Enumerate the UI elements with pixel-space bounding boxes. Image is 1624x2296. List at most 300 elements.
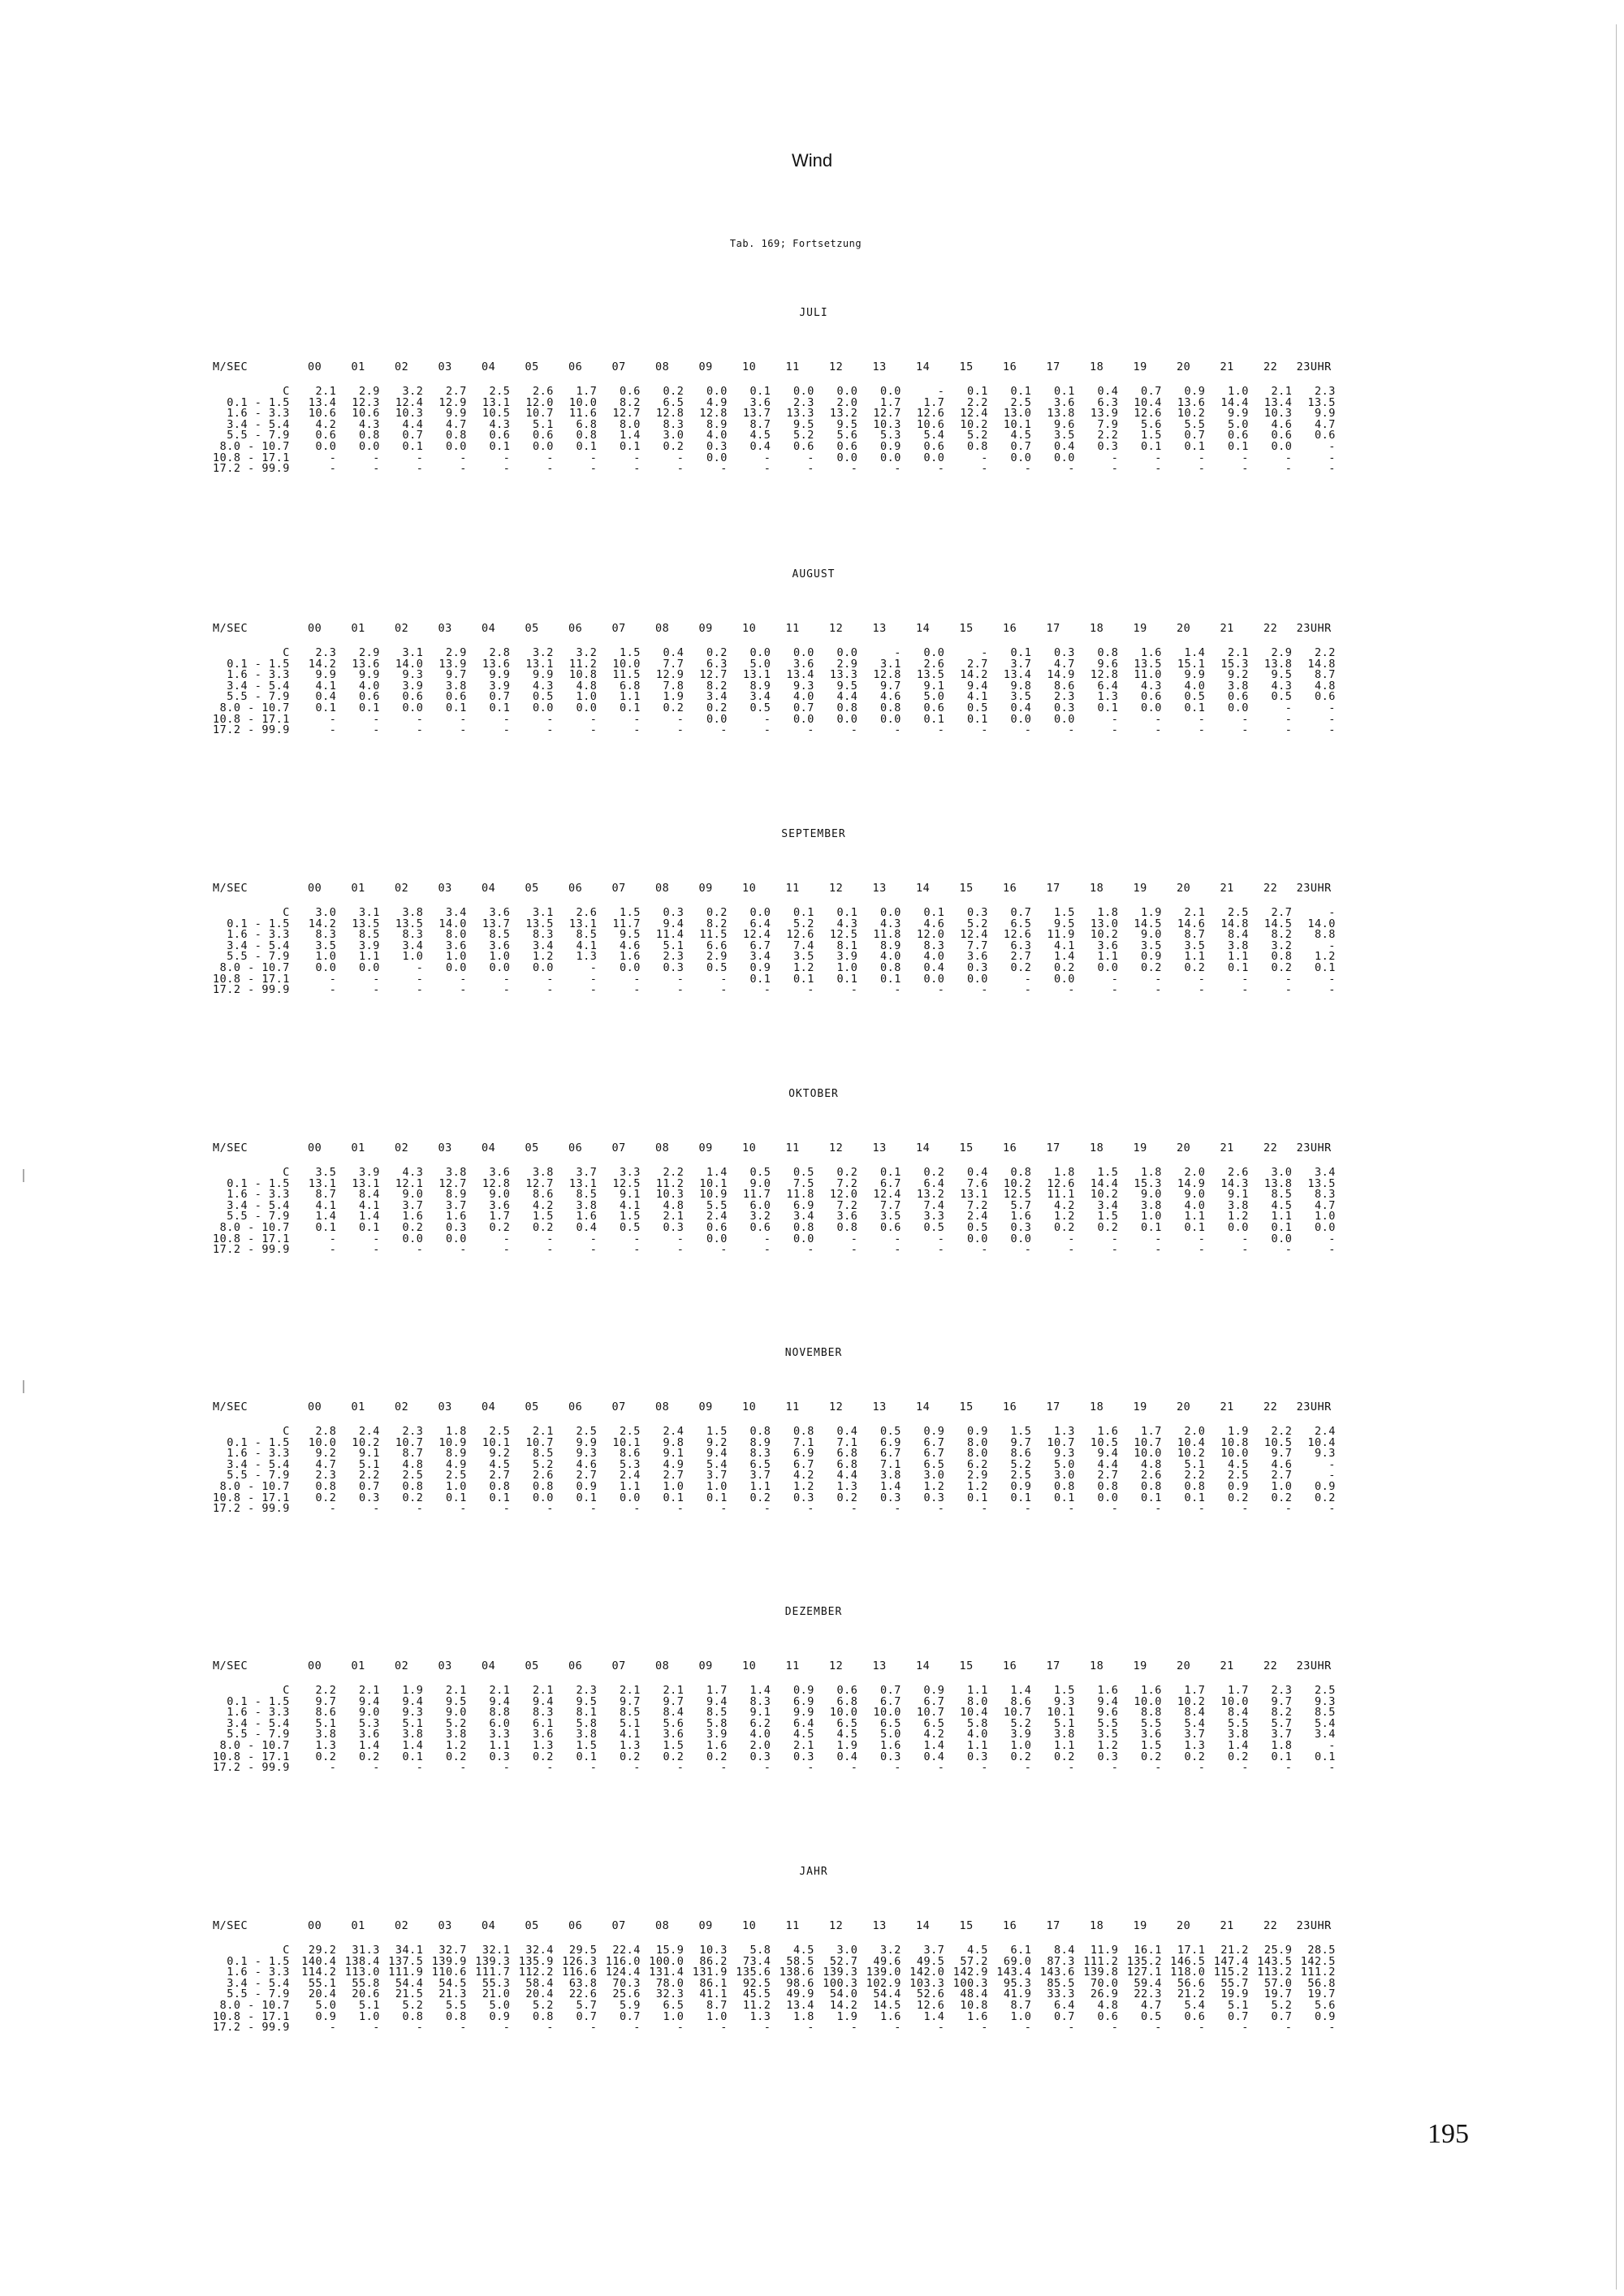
frequency-cell: 3.6 (446, 939, 467, 952)
frequency-cell: 4.3 (402, 1166, 424, 1180)
frequency-cell: 139.3 (475, 1954, 511, 1968)
frequency-cell: 8.5 (489, 928, 511, 942)
frequency-cell: 0.0 (1315, 1221, 1336, 1235)
frequency-cell: 3.4 (533, 939, 554, 952)
frequency-cell: 1.2 (446, 1739, 467, 1753)
frequency-cell: 6.3 (1010, 939, 1032, 952)
frequency-cell: 0.4 (923, 961, 945, 975)
hour-header: 05 (525, 622, 539, 635)
frequency-cell: - (894, 983, 901, 997)
frequency-cell: 0.6 (402, 690, 424, 704)
frequency-cell: 10.2 (1177, 1694, 1206, 1708)
table-row (213, 453, 1336, 464)
frequency-cell: 54.0 (829, 1987, 858, 2001)
frequency-cell: 0.2 (836, 1491, 858, 1504)
table-row (213, 1945, 1336, 1957)
frequency-cell: 10.3 (699, 1944, 728, 1957)
frequency-cell: 10.1 (699, 1176, 728, 1190)
frequency-cell: - (329, 2021, 337, 2035)
frequency-cell: 5.1 (1228, 1999, 1249, 2013)
hour-header: 05 (525, 360, 539, 373)
frequency-cell: 9.9 (1315, 407, 1336, 421)
frequency-cell: 10.7 (1134, 1435, 1162, 1449)
frequency-cell: 1.8 (446, 1425, 467, 1439)
frequency-cell: 19.9 (1220, 1987, 1249, 2001)
frequency-cell: 1.2 (793, 961, 814, 975)
frequency-cell: 11.6 (568, 407, 598, 421)
frequency-cell: 3.0 (663, 429, 685, 442)
frequency-cell: - (1328, 723, 1336, 737)
frequency-cell: 9.9 (489, 668, 511, 682)
frequency-cell: 0.6 (1097, 2009, 1119, 2023)
frequency-cell: 8.4 (359, 1188, 380, 1202)
frequency-cell: 9.6 (1097, 657, 1119, 671)
frequency-cell: 9.6 (1097, 1706, 1119, 1720)
frequency-cell: 4.4 (836, 1469, 858, 1482)
frequency-cell: 3.7 (749, 1469, 771, 1482)
frequency-cell: 0.1 (663, 1491, 685, 1504)
frequency-cell: 1.3 (1097, 690, 1119, 704)
speed-class-label: 8.0 - 10.7 (219, 1739, 290, 1753)
frequency-cell: 9.3 (1054, 1447, 1075, 1461)
frequency-cell: 3.6 (489, 1198, 511, 1212)
frequency-cell: 0.5 (706, 961, 728, 975)
frequency-cell: 11.5 (699, 928, 728, 942)
frequency-cell: 0.1 (1315, 961, 1336, 975)
frequency-cell: 85.5 (1047, 1976, 1075, 1990)
frequency-cell: - (850, 1232, 858, 1245)
hour-header: 16 (1003, 1400, 1017, 1413)
hour-header: 19 (1133, 1919, 1147, 1932)
frequency-cell: - (416, 983, 424, 997)
frequency-cell: 10.0 (1134, 1447, 1162, 1461)
frequency-cell: 1.4 (315, 1210, 337, 1224)
frequency-cell: 0.2 (706, 701, 728, 715)
frequency-cell: 0.0 (880, 451, 901, 464)
frequency-cell: - (937, 385, 945, 399)
frequency-cell: 0.0 (923, 646, 945, 660)
frequency-cell: 32.4 (525, 1944, 554, 1957)
frequency-cell: - (807, 983, 814, 997)
table-row (213, 681, 1336, 693)
frequency-cell: 0.9 (576, 1480, 598, 1494)
frequency-cell: 5.1 (1054, 1716, 1075, 1730)
frequency-cell: 9.3 (402, 668, 424, 682)
frequency-cell: 14.5 (1134, 917, 1162, 930)
frequency-cell: 3.3 (620, 1166, 641, 1180)
frequency-cell: 32.1 (482, 1944, 511, 1957)
frequency-cell: 3.8 (1141, 1198, 1162, 1212)
table-row (213, 1707, 1336, 1719)
frequency-cell: 0.2 (706, 646, 728, 660)
hour-header: 23UHR (1296, 1400, 1332, 1413)
frequency-cell: 4.8 (1315, 679, 1336, 693)
frequency-cell: - (763, 1502, 771, 1516)
frequency-cell: 0.4 (663, 646, 685, 660)
frequency-cell: 1.8 (1054, 1166, 1075, 1180)
frequency-cell: 4.0 (1184, 1198, 1206, 1212)
frequency-cell: 0.9 (793, 1684, 814, 1698)
frequency-cell: 0.0 (446, 961, 467, 975)
frequency-cell: 13.4 (308, 395, 337, 409)
table-row (213, 1438, 1336, 1449)
speed-class-label: 0.1 - 1.5 (227, 1435, 290, 1449)
frequency-cell: 14.4 (1220, 395, 1249, 409)
frequency-cell: 2.9 (967, 1469, 988, 1482)
frequency-cell: 0.1 (880, 972, 901, 986)
frequency-cell: - (1328, 712, 1336, 726)
frequency-cell: 9.5 (576, 1694, 598, 1708)
frequency-cell: 0.7 (1228, 2009, 1249, 2023)
frequency-cell: 5.4 (1315, 1716, 1336, 1730)
frequency-cell: - (633, 972, 641, 986)
frequency-cell: 0.1 (793, 972, 814, 986)
frequency-cell: 1.7 (576, 385, 598, 399)
frequency-cell: 1.6 (1097, 1425, 1119, 1439)
frequency-cell: 13.5 (395, 917, 424, 930)
hour-header: 14 (916, 1142, 931, 1154)
table-row (213, 2022, 1336, 2034)
frequency-cell: 1.5 (1141, 1739, 1162, 1753)
frequency-cell: - (329, 462, 337, 476)
frequency-cell: 5.0 (1228, 417, 1249, 431)
frequency-cell: 12.0 (916, 928, 945, 942)
hour-header: 21 (1220, 1659, 1234, 1672)
frequency-cell: - (894, 1232, 901, 1245)
frequency-cell: 1.1 (1228, 950, 1249, 964)
hour-header: 00 (308, 882, 322, 895)
frequency-cell: 8.3 (402, 928, 424, 942)
frequency-cell: 138.4 (344, 1954, 380, 1968)
frequency-cell: 3.8 (1228, 1728, 1249, 1741)
frequency-cell: 15.3 (1220, 657, 1249, 671)
hour-header: 20 (1177, 622, 1191, 635)
table-row (213, 2012, 1336, 2023)
frequency-cell: 2.4 (359, 1425, 380, 1439)
frequency-cell: 33.3 (1047, 1987, 1075, 2001)
wind-frequency-table (213, 362, 1336, 475)
frequency-cell: 2.6 (576, 906, 598, 920)
frequency-cell: 1.0 (1141, 1210, 1162, 1224)
frequency-cell: 2.1 (1271, 385, 1293, 399)
frequency-cell: 13.4 (1263, 395, 1293, 409)
hour-header: 08 (655, 1919, 670, 1932)
frequency-cell: 0.2 (1097, 1221, 1119, 1235)
hour-header: 11 (785, 1919, 800, 1932)
frequency-cell: 10.3 (873, 417, 901, 431)
frequency-cell: 2.2 (1271, 1425, 1293, 1439)
frequency-cell: - (1242, 1761, 1249, 1775)
frequency-cell: 3.8 (315, 1728, 337, 1741)
frequency-cell: 0.1 (489, 1491, 511, 1504)
frequency-cell: - (676, 462, 685, 476)
frequency-cell: 5.9 (620, 1999, 641, 2013)
hour-header: 07 (611, 1142, 626, 1154)
hour-header: 23UHR (1296, 622, 1332, 635)
frequency-cell: 0.2 (1315, 1491, 1336, 1504)
frequency-cell: 8.7 (402, 1447, 424, 1461)
frequency-cell: 2.5 (489, 1425, 511, 1439)
frequency-cell: 0.0 (315, 440, 337, 454)
table-row (213, 703, 1336, 714)
frequency-cell: 5.0 (489, 1999, 511, 2013)
frequency-cell: - (1285, 723, 1293, 737)
frequency-cell: 1.5 (1010, 1425, 1032, 1439)
frequency-cell: 8.1 (576, 1706, 598, 1720)
hour-header: 17 (1046, 1919, 1060, 1932)
frequency-cell: 1.6 (1141, 1684, 1162, 1698)
frequency-cell: 22.4 (612, 1944, 641, 1957)
frequency-cell: 8.6 (620, 1447, 641, 1461)
frequency-cell: 0.6 (1184, 2009, 1206, 2023)
frequency-cell: - (633, 462, 641, 476)
hour-header: 08 (655, 360, 670, 373)
frequency-cell: 5.2 (793, 917, 814, 930)
hour-header: 03 (438, 1919, 452, 1932)
frequency-cell: 2.9 (359, 646, 380, 660)
frequency-cell: 8.5 (576, 928, 598, 942)
hour-header: 03 (438, 882, 452, 895)
hour-header: 11 (785, 882, 800, 895)
hour-header: 14 (916, 1659, 931, 1672)
speed-class-header: M/SEC (213, 1400, 248, 1413)
frequency-cell: 8.2 (706, 917, 728, 930)
frequency-cell: 1.3 (1184, 1739, 1206, 1753)
speed-class-label: 5.5 - 7.9 (227, 429, 290, 442)
frequency-cell: 0.1 (1228, 961, 1249, 975)
frequency-cell: 1.4 (1228, 1739, 1249, 1753)
frequency-cell: 0.1 (1141, 440, 1162, 454)
frequency-cell: 2.3 (576, 1684, 598, 1698)
frequency-cell: 8.7 (1315, 668, 1336, 682)
frequency-cell: - (1285, 462, 1293, 476)
frequency-cell: 0.2 (836, 1166, 858, 1180)
frequency-cell: 0.2 (1271, 961, 1293, 975)
frequency-cell: 8.0 (620, 417, 641, 431)
frequency-cell: 0.0 (706, 451, 728, 464)
frequency-cell: 0.4 (1010, 701, 1032, 715)
frequency-cell: 3.3 (489, 1728, 511, 1741)
frequency-cell: 1.4 (923, 2009, 945, 2023)
frequency-cell: 1.1 (620, 690, 641, 704)
wind-frequency-table (213, 1661, 1336, 1774)
hour-header: 13 (872, 1142, 887, 1154)
frequency-cell: - (937, 2021, 945, 2035)
frequency-cell: 0.0 (836, 451, 858, 464)
hour-header: 16 (1003, 622, 1017, 635)
speed-class-label: C (283, 1684, 290, 1698)
hour-header: 17 (1046, 882, 1060, 895)
frequency-cell: 4.2 (1054, 1198, 1075, 1212)
frequency-cell: 0.0 (1097, 961, 1119, 975)
frequency-cell: - (1024, 1761, 1032, 1775)
frequency-cell: - (590, 712, 598, 726)
frequency-cell: - (981, 1243, 988, 1257)
frequency-cell: 0.2 (402, 1221, 424, 1235)
frequency-cell: 8.7 (706, 1999, 728, 2013)
frequency-cell: 1.5 (1097, 1166, 1119, 1180)
hour-header: 15 (959, 1919, 974, 1932)
frequency-cell: 5.1 (359, 1457, 380, 1471)
frequency-cell: - (1024, 462, 1032, 476)
frequency-cell: 2.4 (706, 1210, 728, 1224)
hour-header: 13 (872, 360, 887, 373)
frequency-cell: 3.5 (793, 950, 814, 964)
hour-header: 09 (698, 882, 713, 895)
frequency-cell: 9.1 (749, 1706, 771, 1720)
frequency-cell: 3.4 (749, 690, 771, 704)
frequency-cell: - (416, 723, 424, 737)
frequency-cell: 10.7 (525, 407, 554, 421)
frequency-cell: 3.4 (706, 690, 728, 704)
frequency-cell: - (373, 983, 380, 997)
frequency-cell: 0.0 (359, 440, 380, 454)
frequency-cell: 1.9 (402, 1684, 424, 1698)
hour-header: 18 (1090, 1919, 1104, 1932)
frequency-cell: - (1155, 972, 1162, 986)
frequency-cell: - (1068, 1502, 1075, 1516)
frequency-cell: 0.0 (880, 385, 901, 399)
speed-class-header: M/SEC (213, 1659, 248, 1672)
frequency-cell: 0.1 (836, 906, 858, 920)
speed-class-label: 17.2 - 99.9 (213, 1761, 290, 1775)
frequency-cell: 2.3 (1315, 385, 1336, 399)
frequency-cell: 3.2 (1271, 939, 1293, 952)
frequency-cell: 0.3 (749, 1750, 771, 1763)
frequency-cell: - (1328, 1739, 1336, 1753)
hour-header: 05 (525, 1919, 539, 1932)
frequency-cell: - (329, 1761, 337, 1775)
frequency-cell: 12.5 (829, 928, 858, 942)
speed-class-label: 10.8 - 17.1 (213, 712, 290, 726)
frequency-cell: 0.0 (793, 385, 814, 399)
frequency-cell: 4.2 (793, 1469, 814, 1482)
frequency-cell: 4.7 (1054, 657, 1075, 671)
frequency-cell: - (807, 2021, 814, 2035)
frequency-cell: 10.2 (1090, 1188, 1119, 1202)
frequency-cell: - (981, 646, 988, 660)
frequency-cell: 14.9 (1177, 1176, 1206, 1190)
speed-class-label: 0.1 - 1.5 (227, 1694, 290, 1708)
frequency-cell: 3.9 (1010, 1728, 1032, 1741)
frequency-cell: - (590, 462, 598, 476)
frequency-cell: - (676, 723, 685, 737)
hour-header: 01 (351, 622, 365, 635)
hour-header: 02 (395, 622, 409, 635)
frequency-cell: 0.1 (706, 1491, 728, 1504)
table-row (213, 398, 1336, 409)
frequency-cell: 4.0 (967, 1728, 988, 1741)
frequency-cell: 14.2 (960, 668, 988, 682)
frequency-cell: 12.5 (1003, 1188, 1032, 1202)
speed-class-label: C (283, 1944, 290, 1957)
page-number: 195 (1427, 2119, 1469, 2149)
frequency-cell: 1.5 (533, 1210, 554, 1224)
frequency-cell: 9.9 (533, 668, 554, 682)
table-row (213, 1685, 1336, 1697)
frequency-cell: 5.6 (836, 429, 858, 442)
hour-header: 12 (829, 1142, 844, 1154)
frequency-cell: 8.9 (749, 679, 771, 693)
frequency-cell: 0.1 (1184, 440, 1206, 454)
frequency-cell: - (763, 2021, 771, 2035)
frequency-cell: 2.2 (1315, 646, 1336, 660)
hour-header: 20 (1177, 1400, 1191, 1413)
frequency-cell: 2.0 (836, 395, 858, 409)
frequency-cell: 3.6 (967, 950, 988, 964)
frequency-cell: 11.0 (1134, 668, 1162, 682)
frequency-cell: 1.3 (836, 1480, 858, 1494)
frequency-cell: 7.1 (793, 1435, 814, 1449)
frequency-cell: 8.9 (446, 1188, 467, 1202)
frequency-cell: 142.0 (909, 1966, 945, 1979)
hour-header: 04 (482, 1659, 496, 1672)
table-row (213, 464, 1336, 475)
table-row (213, 670, 1336, 681)
frequency-cell: 5.2 (402, 1999, 424, 2013)
frequency-cell: 10.9 (699, 1188, 728, 1202)
frequency-cell: 4.7 (1141, 1999, 1162, 2013)
frequency-cell: - (1328, 1469, 1336, 1482)
hour-header: 09 (698, 360, 713, 373)
frequency-cell: - (373, 1232, 380, 1245)
frequency-cell: 0.9 (1315, 2009, 1336, 2023)
frequency-cell: 13.1 (525, 657, 554, 671)
frequency-cell: - (894, 2021, 901, 2035)
frequency-cell: - (676, 451, 685, 464)
frequency-cell: 0.2 (1054, 1750, 1075, 1763)
frequency-cell: 0.1 (1010, 1491, 1032, 1504)
frequency-cell: 3.6 (749, 395, 771, 409)
frequency-cell: 9.4 (489, 1694, 511, 1708)
frequency-cell: 5.4 (923, 429, 945, 442)
frequency-cell: 3.8 (446, 1728, 467, 1741)
speed-class-label: 17.2 - 99.9 (213, 1243, 290, 1257)
hour-header: 21 (1220, 1400, 1234, 1413)
frequency-cell: 13.1 (742, 668, 771, 682)
frequency-cell: 15.1 (1177, 657, 1206, 671)
frequency-cell: 11.2 (568, 657, 598, 671)
table-row (213, 1989, 1336, 2000)
hour-header: 17 (1046, 360, 1060, 373)
section-title: JAHR (799, 1866, 828, 1878)
frequency-cell: 8.5 (359, 928, 380, 942)
frequency-cell: 3.6 (489, 939, 511, 952)
frequency-cell: 8.2 (706, 679, 728, 693)
frequency-cell: - (763, 1761, 771, 1775)
frequency-cell: 10.1 (482, 1435, 511, 1449)
frequency-cell: - (546, 1502, 554, 1516)
frequency-cell: 0.7 (402, 429, 424, 442)
frequency-cell: 9.7 (315, 1694, 337, 1708)
frequency-cell: 3.8 (446, 679, 467, 693)
frequency-cell: 0.0 (706, 385, 728, 399)
frequency-cell: 3.8 (402, 906, 424, 920)
frequency-cell: 3.9 (402, 679, 424, 693)
frequency-cell: 0.6 (489, 429, 511, 442)
frequency-cell: 142.5 (1300, 1954, 1336, 1968)
frequency-cell: 135.9 (518, 1954, 554, 1968)
frequency-cell: - (981, 983, 988, 997)
table-row (213, 386, 1336, 398)
frequency-cell: 5.2 (533, 1457, 554, 1471)
frequency-cell: 0.8 (402, 1480, 424, 1494)
frequency-cell: 0.0 (749, 646, 771, 660)
frequency-cell: 0.2 (1228, 1750, 1249, 1763)
frequency-cell: 10.0 (1134, 1694, 1162, 1708)
frequency-cell: 5.8 (576, 1716, 598, 1730)
frequency-cell: 1.2 (1228, 1210, 1249, 1224)
